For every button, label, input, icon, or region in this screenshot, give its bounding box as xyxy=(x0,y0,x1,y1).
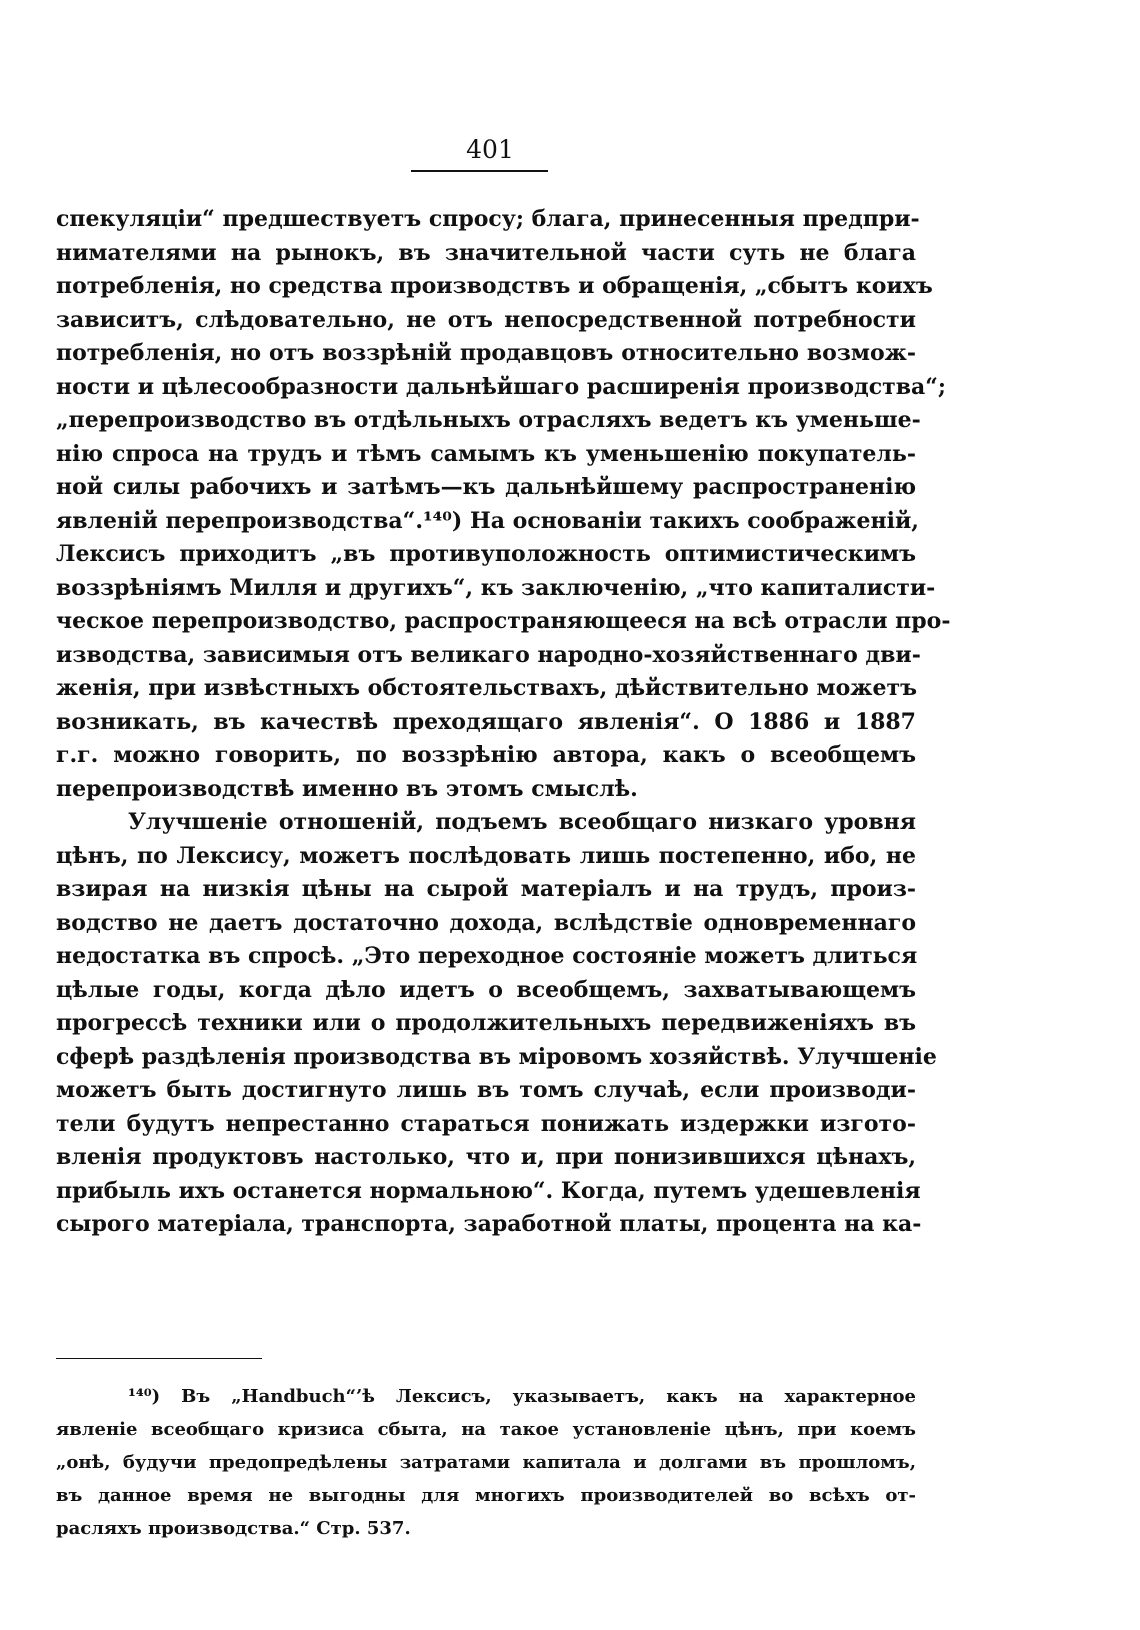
text-line: явленій перепроизводства“.¹⁴⁰) На основаніи такихъ соображеній, xyxy=(56,507,919,534)
text-line: спекуляціи“ предшествуетъ спросу; блага, принесенныя предпри- xyxy=(56,206,920,232)
text-line: потребленія, но средства производствъ и обращенія, „сбытъ коихъ xyxy=(56,273,933,299)
text-line: водство не даетъ достаточно дохода, вслѣдствіе одновременнаго xyxy=(56,909,916,936)
text-line: ности и цѣлесообразности дальнѣйшаго расширенія производства“; xyxy=(56,373,947,400)
text-line: нію спроса на трудъ и тѣмъ самымъ къ уменьшенію покупатель- xyxy=(56,440,916,467)
text-line: можетъ быть достигнуто лишь въ томъ случаѣ, если производи- xyxy=(56,1077,916,1103)
text-line: воззрѣніямъ Милля и другихъ“, къ заключенію, „что капиталисти- xyxy=(56,574,936,601)
text-line: прибыль ихъ останется нормальною“. Когда, путемъ удешевленія xyxy=(56,1177,921,1204)
text-line: возникать, въ качествѣ преходящаго явленія“. О 1886 и 1887 xyxy=(56,708,916,735)
text-line: взирая на низкія цѣны на сырой матеріалъ и на трудъ, произ- xyxy=(56,876,916,902)
text-line: цѣнъ, по Лексису, можетъ послѣдовать лишь постепенно, ибо, не xyxy=(56,842,916,869)
footnote-line: въ данное время не выгодны для многихъ производителей во всѣхъ от- xyxy=(56,1485,916,1506)
text-line: сырого матеріала, транспорта, заработной платы, процента на ка- xyxy=(56,1211,922,1237)
footnote-line: „онѣ, будучи предопредѣлены затратами капитала и долгами въ прошломъ, xyxy=(56,1452,916,1473)
text-line: зависитъ, слѣдовательно, не отъ непосредственной потребности xyxy=(56,306,916,333)
text-line: ческое перепроизводство, распространяющееся на всѣ отрасли про- xyxy=(56,608,951,634)
text-line: Лексисъ приходитъ „въ противуположность оптимистическимъ xyxy=(56,541,916,567)
text-line: сферѣ раздѣленія производства въ міровомъ хозяйствѣ. Улучшеніе xyxy=(56,1043,937,1070)
text-line: цѣлые годы, когда дѣло идетъ о всеобщемъ, захватывающемъ xyxy=(56,976,916,1003)
text-line: женія, при извѣстныхъ обстоятельствахъ, дѣйствительно можетъ xyxy=(56,675,917,701)
footnote-rule xyxy=(56,1358,262,1359)
text-line: вленія продуктовъ настолько, что и, при понизившихся цѣнахъ, xyxy=(56,1144,916,1170)
page-number: 401 xyxy=(466,135,514,164)
footnote xyxy=(56,1380,916,1545)
text-line: потребленія, но отъ воззрѣній продавцовъ относительно возмож- xyxy=(56,340,916,366)
footnote-line: расляхъ производства.“ Стр. 537. xyxy=(56,1518,411,1539)
text-line: изводства, зависимыя отъ великаго народно-хозяйственнаго дви- xyxy=(56,641,921,668)
text-line: г.г. можно говорить, по воззрѣнію автора, какъ о всеобщемъ xyxy=(56,742,916,768)
text-line: недостатка въ спросѣ. „Это переходное состояніе можетъ длиться xyxy=(56,943,918,969)
main-text xyxy=(56,203,951,1242)
text-line: прогрессѣ техники или о продолжительныхъ передвиженіяхъ въ xyxy=(56,1010,916,1036)
text-line: тели будутъ непрестанно стараться понижать издержки изгото- xyxy=(56,1110,916,1137)
footnote-line: ¹⁴⁰) Въ „Handbuch“’ѣ Лексисъ, указываетъ, какъ на характерное xyxy=(128,1386,916,1407)
text-line: ной силы рабочихъ и затѣмъ—къ дальнѣйшему распространенію xyxy=(56,474,916,500)
page-number-rule xyxy=(411,170,548,172)
footnote-line: явленіе всеобщаго кризиса сбыта, на такое установленіе цѣнъ, при коемъ xyxy=(56,1419,916,1440)
text-line: перепроизводствѣ именно въ этомъ смыслѣ. xyxy=(56,775,638,802)
text-line: нимателями на рынокъ, въ значительной части суть не блага xyxy=(56,239,916,266)
paragraph-start-line: Улучшеніе отношеній, подъемъ всеобщаго низкаго уровня xyxy=(128,809,916,835)
text-line: „перепроизводство въ отдѣльныхъ отрасляхъ ведетъ къ уменьше- xyxy=(56,407,921,433)
